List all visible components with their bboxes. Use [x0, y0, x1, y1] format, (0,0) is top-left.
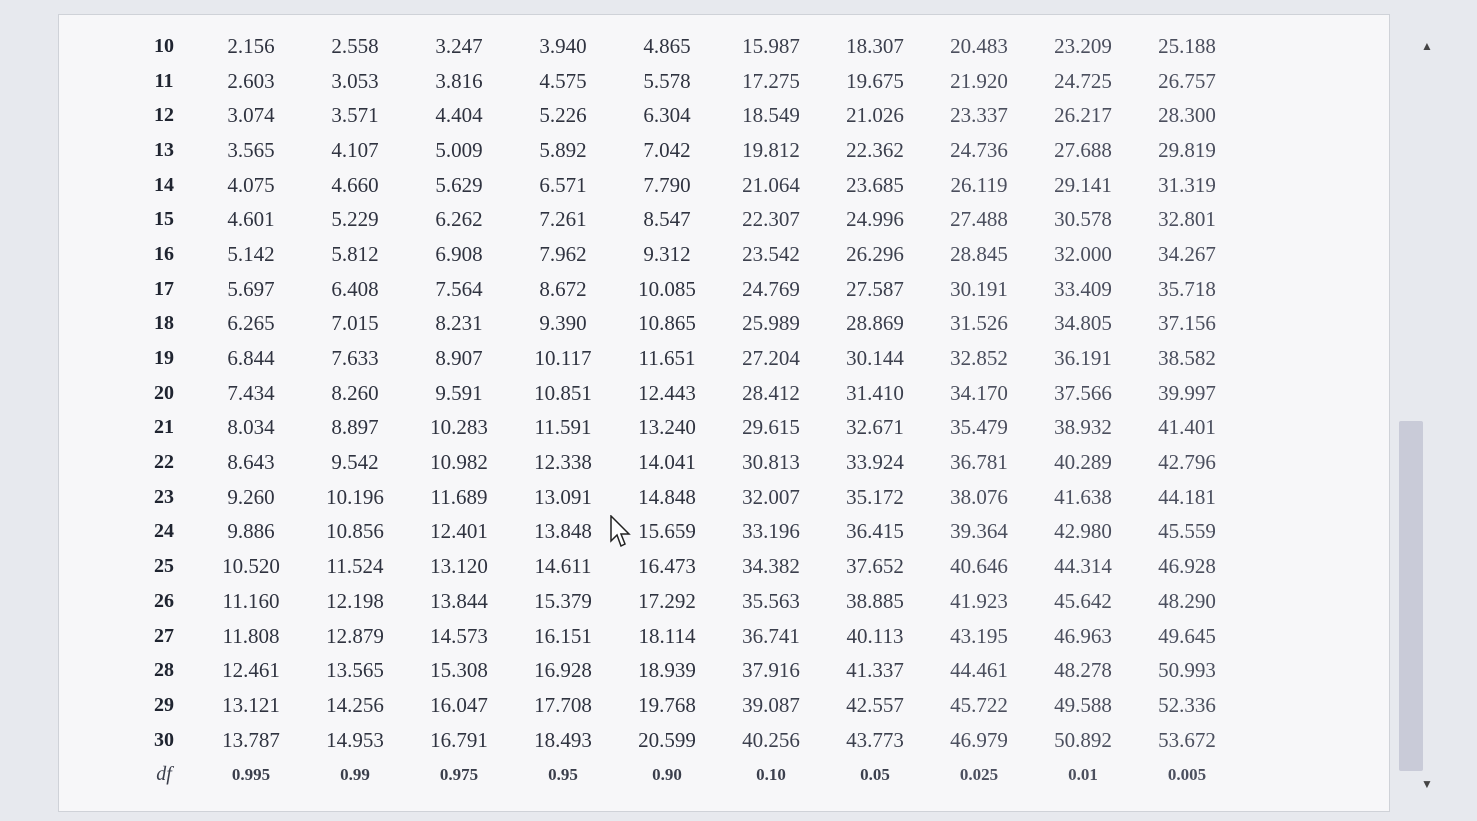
value-cell: 37.156	[1158, 311, 1216, 336]
value-cell: 29.615	[742, 415, 800, 440]
value-cell: 6.408	[331, 276, 379, 301]
value-cell: 11.808	[222, 623, 280, 648]
table-row	[129, 549, 1239, 584]
df-cell: 16	[154, 242, 174, 265]
value-cell: 12.338	[534, 450, 592, 475]
value-cell: 41.638	[1054, 484, 1112, 509]
value-cell: 39.364	[950, 519, 1008, 544]
df-cell: 14	[154, 173, 174, 196]
mouse-cursor-icon	[610, 515, 634, 549]
value-cell: 18.939	[638, 658, 696, 683]
value-cell: 13.565	[326, 658, 384, 683]
value-cell: 25.989	[742, 311, 800, 336]
value-cell: 18.114	[638, 623, 696, 648]
value-cell: 35.718	[1158, 276, 1216, 301]
probability-cell: 0.90	[652, 764, 682, 784]
value-cell: 18.549	[742, 103, 800, 128]
value-cell: 50.892	[1054, 727, 1112, 752]
value-cell: 16.473	[638, 554, 696, 579]
value-cell: 13.091	[534, 484, 592, 509]
value-cell: 11.160	[222, 588, 280, 613]
value-cell: 12.401	[430, 519, 488, 544]
value-cell: 26.119	[950, 172, 1008, 197]
value-cell: 33.409	[1054, 276, 1112, 301]
value-cell: 2.156	[227, 33, 275, 58]
value-cell: 26.217	[1054, 103, 1112, 128]
table-row	[129, 29, 1239, 64]
value-cell: 19.768	[638, 692, 696, 717]
value-cell: 37.566	[1054, 380, 1112, 405]
chi-square-table	[129, 29, 1239, 792]
value-cell: 21.026	[846, 103, 904, 128]
df-cell: 30	[154, 728, 174, 751]
df-cell: 28	[154, 659, 174, 682]
value-cell: 23.337	[950, 103, 1008, 128]
table-row	[129, 168, 1239, 203]
value-cell: 17.292	[638, 588, 696, 613]
value-cell: 4.075	[227, 172, 275, 197]
value-cell: 37.652	[846, 554, 904, 579]
table-row	[129, 307, 1239, 342]
value-cell: 14.573	[430, 623, 488, 648]
value-cell: 3.565	[227, 137, 275, 162]
value-cell: 28.845	[950, 241, 1008, 266]
df-cell: 24	[154, 520, 174, 543]
value-cell: 23.685	[846, 172, 904, 197]
df-cell: 17	[154, 277, 174, 300]
df-cell: 20	[154, 381, 174, 404]
value-cell: 13.787	[222, 727, 280, 752]
value-cell: 40.646	[950, 554, 1008, 579]
probability-cell: 0.05	[860, 764, 890, 784]
value-cell: 15.379	[534, 588, 592, 613]
value-cell: 2.558	[331, 33, 379, 58]
value-cell: 6.262	[435, 207, 483, 232]
value-cell: 45.722	[950, 692, 1008, 717]
value-cell: 8.672	[539, 276, 587, 301]
value-cell: 35.563	[742, 588, 800, 613]
value-cell: 24.725	[1054, 68, 1112, 93]
table-row	[129, 688, 1239, 723]
value-cell: 16.791	[430, 727, 488, 752]
df-cell: 25	[154, 555, 174, 578]
value-cell: 4.107	[331, 137, 379, 162]
value-cell: 25.188	[1158, 33, 1216, 58]
value-cell: 36.415	[846, 519, 904, 544]
value-cell: 42.796	[1158, 450, 1216, 475]
value-cell: 30.144	[846, 346, 904, 371]
value-cell: 37.916	[742, 658, 800, 683]
value-cell: 26.296	[846, 241, 904, 266]
value-cell: 9.542	[331, 450, 379, 475]
value-cell: 10.865	[638, 311, 696, 336]
value-cell: 41.337	[846, 658, 904, 683]
df-cell: 11	[154, 69, 174, 92]
table-row	[129, 341, 1239, 376]
table-row	[129, 272, 1239, 307]
value-cell: 4.601	[227, 207, 275, 232]
value-cell: 9.390	[539, 311, 587, 336]
value-cell: 49.588	[1054, 692, 1112, 717]
value-cell: 33.924	[846, 450, 904, 475]
table-row	[129, 202, 1239, 237]
value-cell: 9.591	[435, 380, 483, 405]
value-cell: 32.000	[1054, 241, 1112, 266]
value-cell: 45.642	[1054, 588, 1112, 613]
value-cell: 40.256	[742, 727, 800, 752]
value-cell: 34.267	[1158, 241, 1216, 266]
table-row	[129, 237, 1239, 272]
value-cell: 22.307	[742, 207, 800, 232]
value-cell: 10.085	[638, 276, 696, 301]
table-row	[129, 584, 1239, 619]
value-cell: 11.651	[638, 346, 696, 371]
value-cell: 52.336	[1158, 692, 1216, 717]
value-cell: 24.736	[950, 137, 1008, 162]
value-cell: 5.629	[435, 172, 483, 197]
value-cell: 19.675	[846, 68, 904, 93]
value-cell: 45.559	[1158, 519, 1216, 544]
value-cell: 7.790	[643, 172, 691, 197]
value-cell: 5.812	[331, 241, 379, 266]
table-row	[129, 723, 1239, 758]
value-cell: 34.805	[1054, 311, 1112, 336]
probability-cell: 0.975	[439, 764, 479, 784]
value-cell: 13.120	[430, 554, 488, 579]
value-cell: 39.087	[742, 692, 800, 717]
table-panel	[58, 14, 1433, 812]
value-cell: 5.142	[227, 241, 275, 266]
value-cell: 10.283	[430, 415, 488, 440]
probability-cell: 0.005	[1167, 764, 1207, 784]
value-cell: 7.564	[435, 276, 483, 301]
probability-cell: 0.95	[548, 764, 578, 784]
value-cell: 5.892	[539, 137, 587, 162]
value-cell: 6.304	[643, 103, 691, 128]
value-cell: 31.526	[950, 311, 1008, 336]
value-cell: 14.953	[326, 727, 384, 752]
df-cell: 13	[154, 138, 174, 161]
df-cell: 21	[154, 416, 174, 439]
value-cell: 46.979	[950, 727, 1008, 752]
df-cell: 29	[154, 693, 174, 716]
value-cell: 28.412	[742, 380, 800, 405]
value-cell: 21.064	[742, 172, 800, 197]
value-cell: 10.520	[222, 554, 280, 579]
value-cell: 42.980	[1054, 519, 1112, 544]
value-cell: 11.591	[534, 415, 592, 440]
value-cell: 29.819	[1158, 137, 1216, 162]
value-cell: 11.524	[326, 554, 384, 579]
value-cell: 13.848	[534, 519, 592, 544]
value-cell: 28.300	[1158, 103, 1216, 128]
value-cell: 23.542	[742, 241, 800, 266]
value-cell: 19.812	[742, 137, 800, 162]
value-cell: 7.962	[539, 241, 587, 266]
value-cell: 10.851	[534, 380, 592, 405]
value-cell: 13.121	[222, 692, 280, 717]
value-cell: 15.308	[430, 658, 488, 683]
value-cell: 33.196	[742, 519, 800, 544]
value-cell: 16.928	[534, 658, 592, 683]
table-row	[129, 480, 1239, 515]
value-cell: 10.196	[326, 484, 384, 509]
value-cell: 14.611	[534, 554, 592, 579]
table-row	[129, 64, 1239, 99]
value-cell: 5.697	[227, 276, 275, 301]
value-cell: 17.708	[534, 692, 592, 717]
df-cell: 22	[154, 451, 174, 474]
value-cell: 6.265	[227, 311, 275, 336]
value-cell: 14.848	[638, 484, 696, 509]
value-cell: 32.671	[846, 415, 904, 440]
value-cell: 8.643	[227, 450, 275, 475]
probability-cell: 0.995	[231, 764, 271, 784]
value-cell: 46.963	[1054, 623, 1112, 648]
scroll-up-icon[interactable]: ▲	[1421, 39, 1433, 53]
value-cell: 16.151	[534, 623, 592, 648]
value-cell: 3.571	[331, 103, 379, 128]
value-cell: 36.781	[950, 450, 1008, 475]
value-cell: 49.645	[1158, 623, 1216, 648]
value-cell: 31.319	[1158, 172, 1216, 197]
df-cell: 19	[154, 347, 174, 370]
value-cell: 20.599	[638, 727, 696, 752]
value-cell: 31.410	[846, 380, 904, 405]
value-cell: 6.844	[227, 346, 275, 371]
value-cell: 38.932	[1054, 415, 1112, 440]
value-cell: 44.181	[1158, 484, 1216, 509]
value-cell: 34.170	[950, 380, 1008, 405]
value-cell: 41.923	[950, 588, 1008, 613]
value-cell: 9.312	[643, 241, 691, 266]
value-cell: 44.314	[1054, 554, 1112, 579]
value-cell: 4.865	[643, 33, 691, 58]
value-cell: 38.885	[846, 588, 904, 613]
value-cell: 13.844	[430, 588, 488, 613]
value-cell: 39.997	[1158, 380, 1216, 405]
value-cell: 27.688	[1054, 137, 1112, 162]
value-cell: 12.461	[222, 658, 280, 683]
value-cell: 15.987	[742, 33, 800, 58]
value-cell: 5.229	[331, 207, 379, 232]
table-row	[129, 98, 1239, 133]
value-cell: 46.928	[1158, 554, 1216, 579]
table-row	[129, 619, 1239, 654]
value-cell: 12.879	[326, 623, 384, 648]
value-cell: 15.659	[638, 519, 696, 544]
df-cell: 15	[154, 208, 174, 231]
value-cell: 3.816	[435, 68, 483, 93]
value-cell: 10.982	[430, 450, 488, 475]
value-cell: 8.034	[227, 415, 275, 440]
value-cell: 5.226	[539, 103, 587, 128]
table-body	[129, 29, 1239, 792]
value-cell: 43.195	[950, 623, 1008, 648]
scrollbar-thumb[interactable]	[1399, 421, 1423, 771]
value-cell: 6.908	[435, 241, 483, 266]
value-cell: 40.113	[846, 623, 904, 648]
value-cell: 34.382	[742, 554, 800, 579]
df-cell: 26	[154, 589, 174, 612]
value-cell: 9.260	[227, 484, 275, 509]
value-cell: 4.404	[435, 103, 483, 128]
value-cell: 20.483	[950, 33, 1008, 58]
value-cell: 4.660	[331, 172, 379, 197]
value-cell: 3.247	[435, 33, 483, 58]
value-cell: 44.461	[950, 658, 1008, 683]
value-cell: 3.940	[539, 33, 587, 58]
value-cell: 5.009	[435, 137, 483, 162]
scroll-down-icon[interactable]: ▼	[1421, 777, 1433, 791]
value-cell: 14.256	[326, 692, 384, 717]
value-cell: 8.547	[643, 207, 691, 232]
value-cell: 5.578	[643, 68, 691, 93]
value-cell: 22.362	[846, 137, 904, 162]
value-cell: 29.141	[1054, 172, 1112, 197]
value-cell: 23.209	[1054, 33, 1112, 58]
value-cell: 43.773	[846, 727, 904, 752]
value-cell: 41.401	[1158, 415, 1216, 440]
value-cell: 24.996	[846, 207, 904, 232]
value-cell: 7.015	[331, 311, 379, 336]
value-cell: 18.307	[846, 33, 904, 58]
table-row	[129, 376, 1239, 411]
df-cell: 18	[154, 312, 174, 335]
table-row	[129, 653, 1239, 688]
value-cell: 14.041	[638, 450, 696, 475]
value-cell: 7.633	[331, 346, 379, 371]
value-cell: 7.434	[227, 380, 275, 405]
value-cell: 4.575	[539, 68, 587, 93]
value-cell: 50.993	[1158, 658, 1216, 683]
table-row	[129, 515, 1239, 550]
value-cell: 12.198	[326, 588, 384, 613]
value-cell: 3.074	[227, 103, 275, 128]
probability-cell: 0.10	[756, 764, 786, 784]
value-cell: 27.587	[846, 276, 904, 301]
value-cell: 8.231	[435, 311, 483, 336]
df-cell: 12	[154, 104, 174, 127]
value-cell: 42.557	[846, 692, 904, 717]
table-row	[129, 445, 1239, 480]
df-label: df	[156, 763, 172, 786]
value-cell: 10.117	[534, 346, 592, 371]
value-cell: 8.260	[331, 380, 379, 405]
value-cell: 18.493	[534, 727, 592, 752]
value-cell: 53.672	[1158, 727, 1216, 752]
value-cell: 30.813	[742, 450, 800, 475]
value-cell: 36.741	[742, 623, 800, 648]
probability-cell: 0.01	[1068, 764, 1098, 784]
value-cell: 2.603	[227, 68, 275, 93]
df-cell: 27	[154, 624, 174, 647]
value-cell: 12.443	[638, 380, 696, 405]
value-cell: 48.290	[1158, 588, 1216, 613]
value-cell: 8.897	[331, 415, 379, 440]
probability-cell: 0.025	[959, 764, 999, 784]
value-cell: 21.920	[950, 68, 1008, 93]
value-cell: 10.856	[326, 519, 384, 544]
value-cell: 16.047	[430, 692, 488, 717]
df-cell: 23	[154, 485, 174, 508]
value-cell: 27.488	[950, 207, 1008, 232]
value-cell: 30.191	[950, 276, 1008, 301]
value-cell: 38.582	[1158, 346, 1216, 371]
value-cell: 28.869	[846, 311, 904, 336]
value-cell: 7.042	[643, 137, 691, 162]
value-cell: 24.769	[742, 276, 800, 301]
value-cell: 35.172	[846, 484, 904, 509]
table-row	[129, 411, 1239, 446]
value-cell: 35.479	[950, 415, 1008, 440]
value-cell: 32.007	[742, 484, 800, 509]
value-cell: 32.801	[1158, 207, 1216, 232]
value-cell: 40.289	[1054, 450, 1112, 475]
value-cell: 13.240	[638, 415, 696, 440]
value-cell: 9.886	[227, 519, 275, 544]
value-cell: 38.076	[950, 484, 1008, 509]
df-cell: 10	[154, 34, 174, 57]
probability-cell: 0.99	[340, 764, 370, 784]
value-cell: 32.852	[950, 346, 1008, 371]
value-cell: 6.571	[539, 172, 587, 197]
value-cell: 30.578	[1054, 207, 1112, 232]
table-row	[129, 133, 1239, 168]
value-cell: 17.275	[742, 68, 800, 93]
value-cell: 26.757	[1158, 68, 1216, 93]
probability-header-row	[129, 757, 1239, 792]
value-cell: 8.907	[435, 346, 483, 371]
value-cell: 11.689	[430, 484, 488, 509]
value-cell: 7.261	[539, 207, 587, 232]
value-cell: 48.278	[1054, 658, 1112, 683]
value-cell: 36.191	[1054, 346, 1112, 371]
value-cell: 3.053	[331, 68, 379, 93]
value-cell: 27.204	[742, 346, 800, 371]
